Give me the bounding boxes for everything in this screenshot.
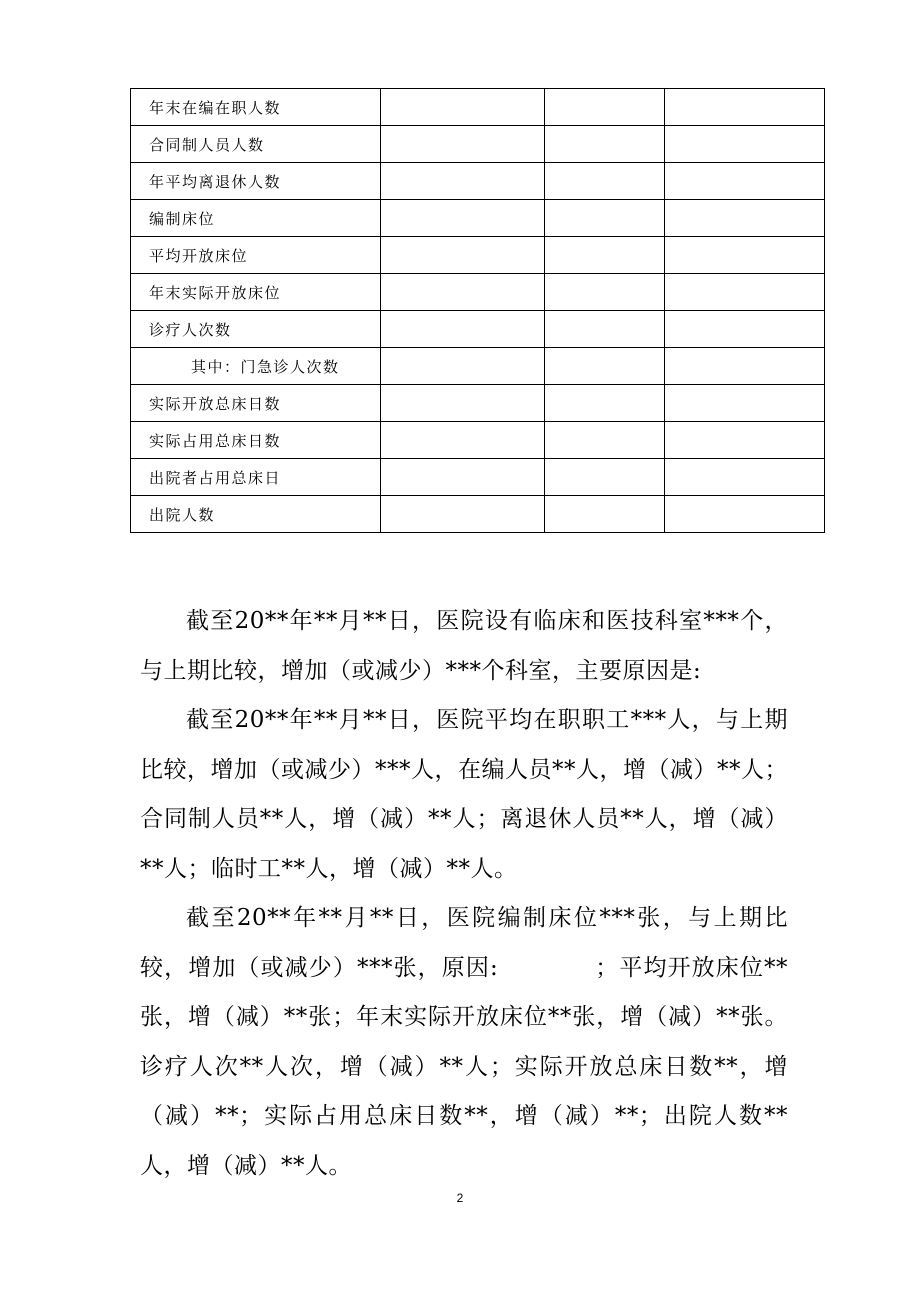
body-text [140,597,788,1191]
table-cell [381,311,545,348]
table-cell [545,422,665,459]
row-label: 出院人数 [131,496,381,533]
table-cell [545,89,665,126]
table-row [131,200,825,237]
table-cell [545,126,665,163]
table-cell [665,163,825,200]
table-cell [381,237,545,274]
row-label: 年平均离退休人数 [131,163,381,200]
table-cell [381,348,545,385]
row-label: 平均开放床位 [131,237,381,274]
row-label: 实际占用总床日数 [131,422,381,459]
table-cell [381,422,545,459]
table-row [131,459,825,496]
table-row [131,89,825,126]
table-cell [545,311,665,348]
table-cell [665,274,825,311]
row-label: 合同制人员人数 [131,126,381,163]
statistics-table [130,88,825,533]
table-cell [381,274,545,311]
table-row [131,237,825,274]
table-cell [545,163,665,200]
table-cell [381,459,545,496]
paragraph-departments: 截至20**年**月**日，医院设有临床和医技科室***个，与上期比较，增加（或减少）***个科室，主要原因是: [140,608,788,684]
table-cell [545,200,665,237]
row-label: 诊疗人次数 [131,311,381,348]
table-cell [545,459,665,496]
row-label: 出院者占用总床日 [131,459,381,496]
table-cell [381,163,545,200]
table-cell [665,89,825,126]
table-row [131,163,825,200]
table-cell [665,348,825,385]
row-label: 年末实际开放床位 [131,274,381,311]
table-row [131,496,825,533]
row-label: 年末在编在职人数 [131,89,381,126]
table-cell [545,385,665,422]
table-cell [545,348,665,385]
table-row [131,274,825,311]
table-cell [665,496,825,533]
paragraph-staff: 截至20**年**月**日，医院平均在职职工***人，与上期比较，增加（或减少）***人，在编人员**人，增（减）**人；合同制人员**人，增（减）**人；离退休人员**人，增（减）**人；临时工**人，增（减）**人。 [140,707,788,882]
table-cell [665,237,825,274]
table-row [131,385,825,422]
page-number: 2 [456,1191,464,1205]
table-row [131,126,825,163]
paragraph-beds: 截至20**年**月**日，医院编制床位***张，与上期比较，增加（或减少）***张，原因: ；平均开放床位**张，增（减）**张；年末实际开放床位**张，增（减）**张。诊疗人次**人次，增（减）**人；实际开放总床日数**，增（减）**；实际占用总床日数**，增（减）**；出院人数**人，增（减）**人。 [140,905,788,1179]
table-cell [665,385,825,422]
statistics-table-body [131,89,825,533]
table-cell [381,385,545,422]
row-label: 其中：门急诊人次数 [131,348,381,385]
table-row [131,348,825,385]
row-label: 实际开放总床日数 [131,385,381,422]
table-cell [665,126,825,163]
table-cell [665,459,825,496]
table-cell [381,496,545,533]
row-label: 编制床位 [131,200,381,237]
table-cell [665,422,825,459]
table-row [131,422,825,459]
table-row [131,311,825,348]
table-cell [545,274,665,311]
table-cell [381,89,545,126]
table-cell [665,200,825,237]
table-cell [381,200,545,237]
table-cell [545,237,665,274]
table-cell [665,311,825,348]
table-cell [381,126,545,163]
table-cell [545,496,665,533]
